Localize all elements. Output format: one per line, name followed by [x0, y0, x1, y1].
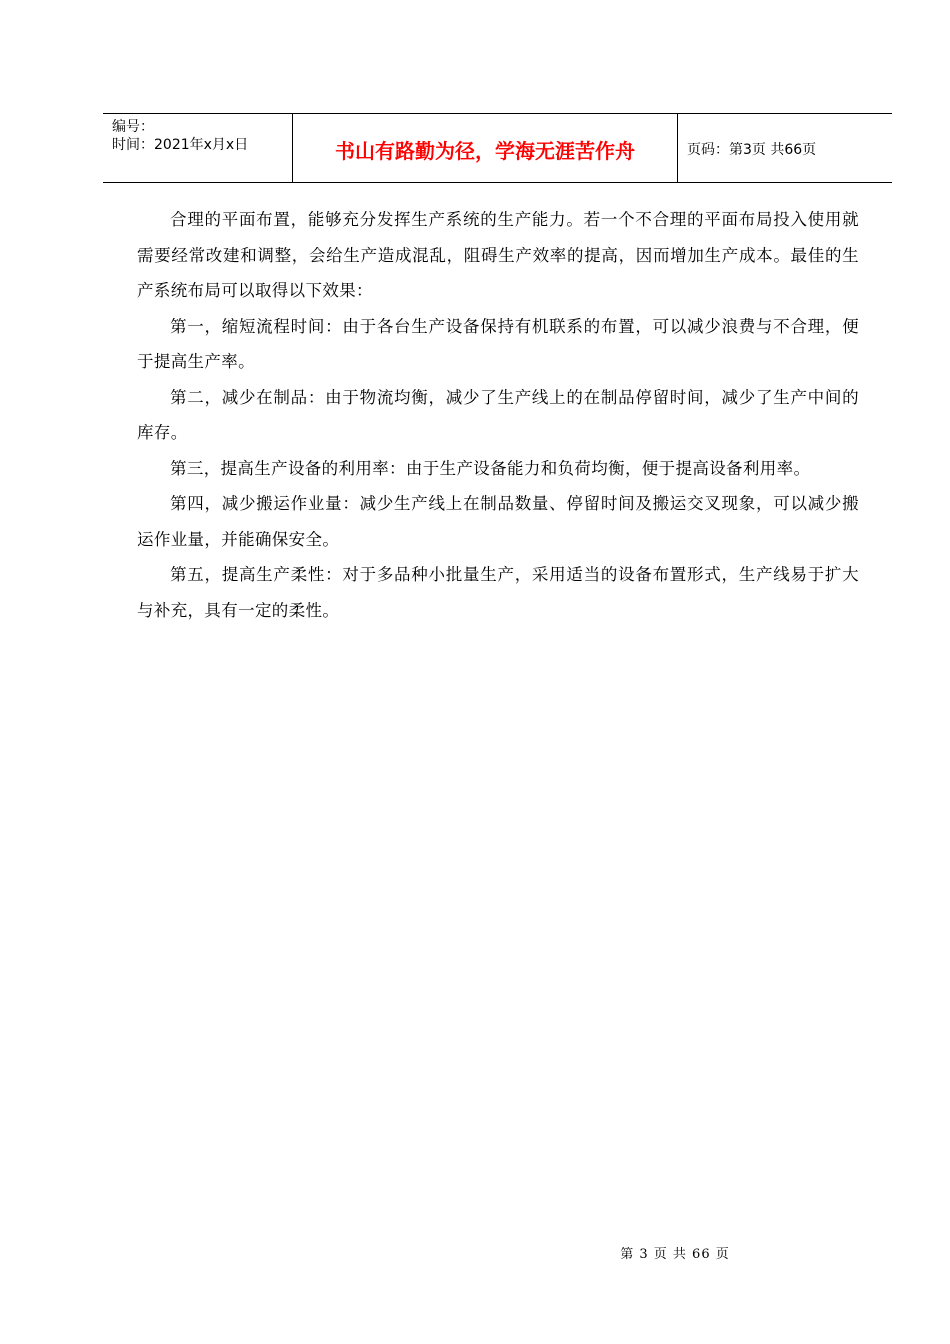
document-body: [137, 202, 859, 628]
footer-page-number: 第 3 页 共 66 页: [620, 1247, 730, 1262]
body-paragraph: 合理的平面布置，能够充分发挥生产系统的生产能力。若一个不合理的平面布局投入使用就需要经常改建和调整，会给生产造成混乱，阻碍生产效率的提高，因而增加生产成本。最佳的生产系统布局可以取得以下效果：: [137, 210, 859, 300]
time-label: 时间：2021年x月x日: [112, 137, 249, 153]
motto-cell: [293, 114, 678, 182]
document-header: [103, 113, 892, 183]
body-paragraph: 第一，缩短流程时间：由于各台生产设备保持有机联系的布置，可以减少浪费与不合理，便于提高生产率。: [137, 316, 859, 371]
body-paragraph: 第二，减少在制品：由于物流均衡，减少了生产线上的在制品停留时间，减少了生产中间的库存。: [137, 387, 859, 442]
body-paragraph: 第四，减少搬运作业量：减少生产线上在制品数量、停留时间及搬运交叉现象，可以减少搬运作业量，并能确保安全。: [137, 494, 859, 549]
header-meta-cell: [103, 114, 293, 182]
body-paragraph: 第三，提高生产设备的利用率：由于生产设备能力和负荷均衡，便于提高设备利用率。: [170, 458, 811, 478]
page-code-text: 页码：第3页 共66页: [687, 142, 817, 158]
motto-text: 书山有路勤为径，学海无涯苦作舟: [335, 138, 635, 163]
page-code-cell: [678, 114, 892, 182]
page-footer: [0, 1243, 950, 1262]
serial-label: 编号：: [112, 119, 154, 135]
body-paragraph: 第五，提高生产柔性：对于多品种小批量生产，采用适当的设备布置形式，生产线易于扩大与补充，具有一定的柔性。: [137, 565, 859, 620]
